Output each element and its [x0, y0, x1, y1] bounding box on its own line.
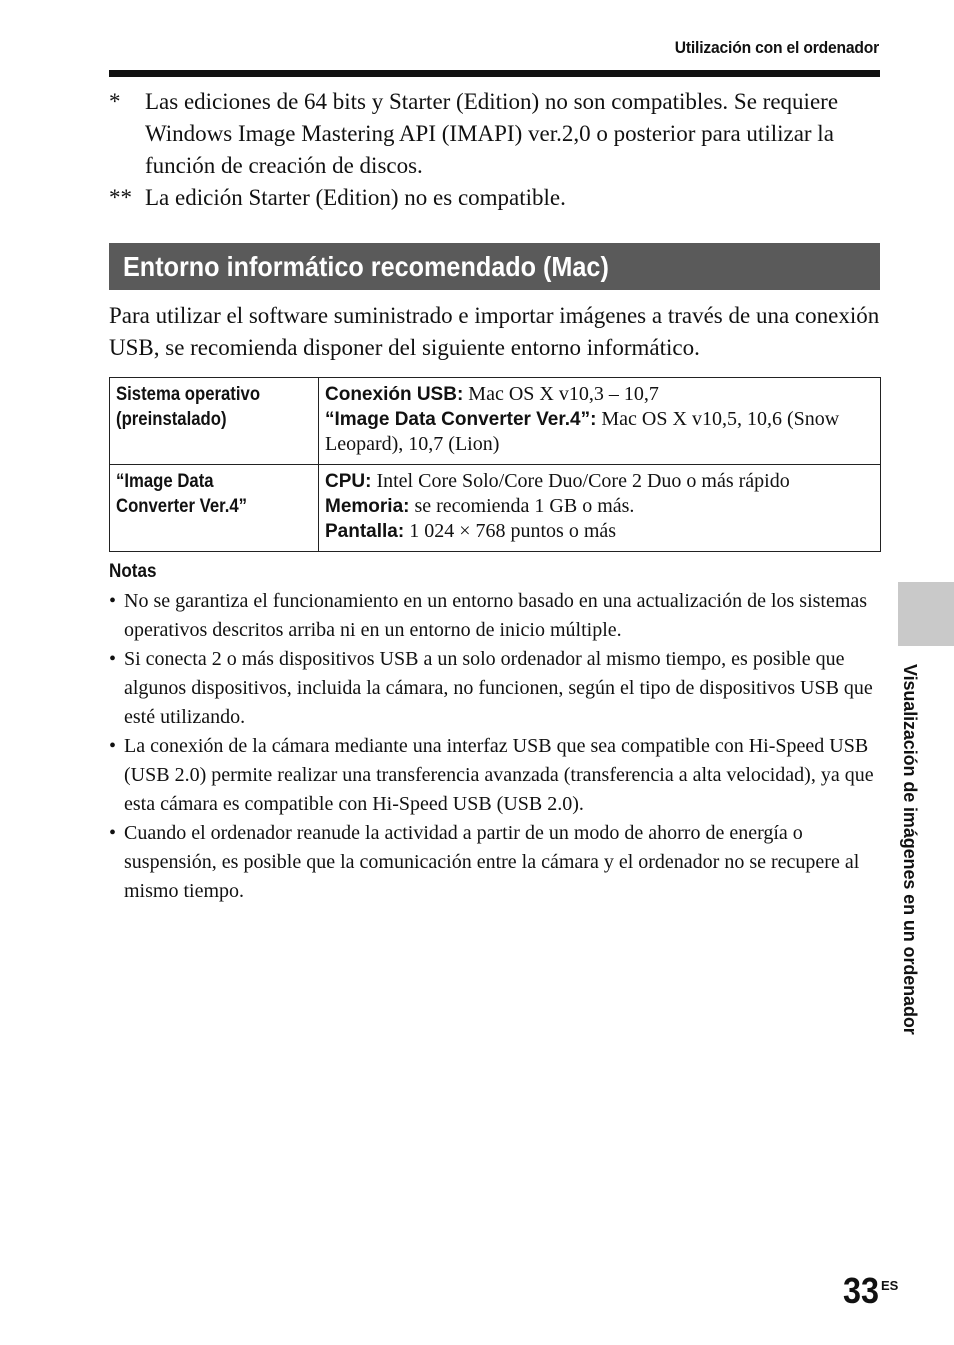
table-row	[110, 378, 881, 465]
row-label-line: Sistema operativo	[116, 384, 261, 405]
side-tab-label: Visualización de imágenes en un ordenador	[900, 664, 920, 1035]
row-label-line: Converter Ver.4”	[116, 496, 248, 517]
bullet: •	[109, 822, 117, 844]
note-text: Cuando el ordenador reanude la actividad a partir de un modo de ahorro de energía o suspensión, es posible que la comunicación entre la cámara y el ordenador no se recupere al mismo tiempo.	[124, 822, 860, 902]
row-label	[110, 465, 319, 552]
row-value	[319, 465, 881, 552]
page-number: 33	[843, 1270, 880, 1311]
spec-value: Mac OS X v10,3 – 10,7	[463, 383, 659, 405]
row-label-line: (preinstalado)	[116, 409, 227, 430]
spec-value: se recomienda 1 GB o más.	[409, 495, 635, 517]
spec-key: Memoria:	[325, 496, 410, 517]
side-tab-marker	[898, 582, 954, 646]
footnote-text: La edición Starter (Edition) no es compatible.	[145, 185, 566, 210]
spec-key: Pantalla:	[325, 521, 405, 542]
footnotes	[109, 86, 880, 214]
footnote-mark: **	[109, 185, 132, 210]
note-text: No se garantiza el funcionamiento en un entorno basado en una actualización de los sistemas operativos descritos arriba ni en un entorno de inicio múltiple.	[124, 590, 868, 641]
list-item	[109, 732, 879, 819]
spec-key: Conexión USB:	[325, 384, 464, 405]
spec-value: Intel Core Solo/Core Duo/Core 2 Duo o más rápido	[371, 470, 790, 492]
note-text: La conexión de la cámara mediante una interfaz USB que sea compatible con Hi-Speed USB (USB 2.0) permite realizar una transferencia avanzada (transferencia a alta velocidad), ya que esta cámara es compatible con Hi-Speed USB (USB 2.0).	[124, 735, 874, 815]
row-label-line: “Image Data	[116, 471, 214, 492]
intro-paragraph: Para utilizar el software suministrado e importar imágenes a través de una conexión USB, se recomienda disponer del siguiente entorno informático.	[109, 303, 880, 360]
footnote	[109, 182, 880, 214]
bullet: •	[109, 648, 117, 670]
spec-value: 1 024 × 768 puntos o más	[404, 520, 617, 542]
header-rule	[109, 70, 880, 77]
note-text: Si conecta 2 o más dispositivos USB a un solo ordenador al mismo tiempo, es posible que algunos dispositivos, incluida la cámara, no funcionen, según el tipo de dispositivos USB que esté utilizando.	[124, 648, 873, 728]
notes-title: Notas	[109, 561, 157, 582]
bullet: •	[109, 590, 117, 612]
bullet: •	[109, 735, 117, 757]
footnote-mark: *	[109, 89, 121, 114]
list-item	[109, 587, 879, 645]
section-heading-text: Entorno informático recomendado (Mac)	[123, 251, 609, 282]
page-language-code: ES	[881, 1278, 899, 1293]
requirements-table	[109, 377, 881, 552]
table-row	[110, 465, 881, 552]
list-item	[109, 819, 879, 906]
spec-value: Mac OS X v10,5, 10,6 (Snow Leopard), 10,7 (Lion)	[325, 408, 840, 455]
list-item	[109, 645, 879, 732]
row-value	[319, 378, 881, 465]
footnote-text: Las ediciones de 64 bits y Starter (Edition) no son compatibles. Se requiere Windows Image Mastering API (IMAPI) ver.2,0 o posterior para utilizar la función de creación de discos.	[145, 89, 839, 178]
notes-list	[109, 587, 879, 906]
spec-key: “Image Data Converter Ver.4”:	[325, 409, 597, 430]
row-label	[110, 378, 319, 465]
running-header: Utilización con el ordenador	[674, 38, 879, 57]
footnote	[109, 86, 880, 182]
section-heading	[109, 243, 880, 290]
spec-key: CPU:	[325, 471, 372, 492]
